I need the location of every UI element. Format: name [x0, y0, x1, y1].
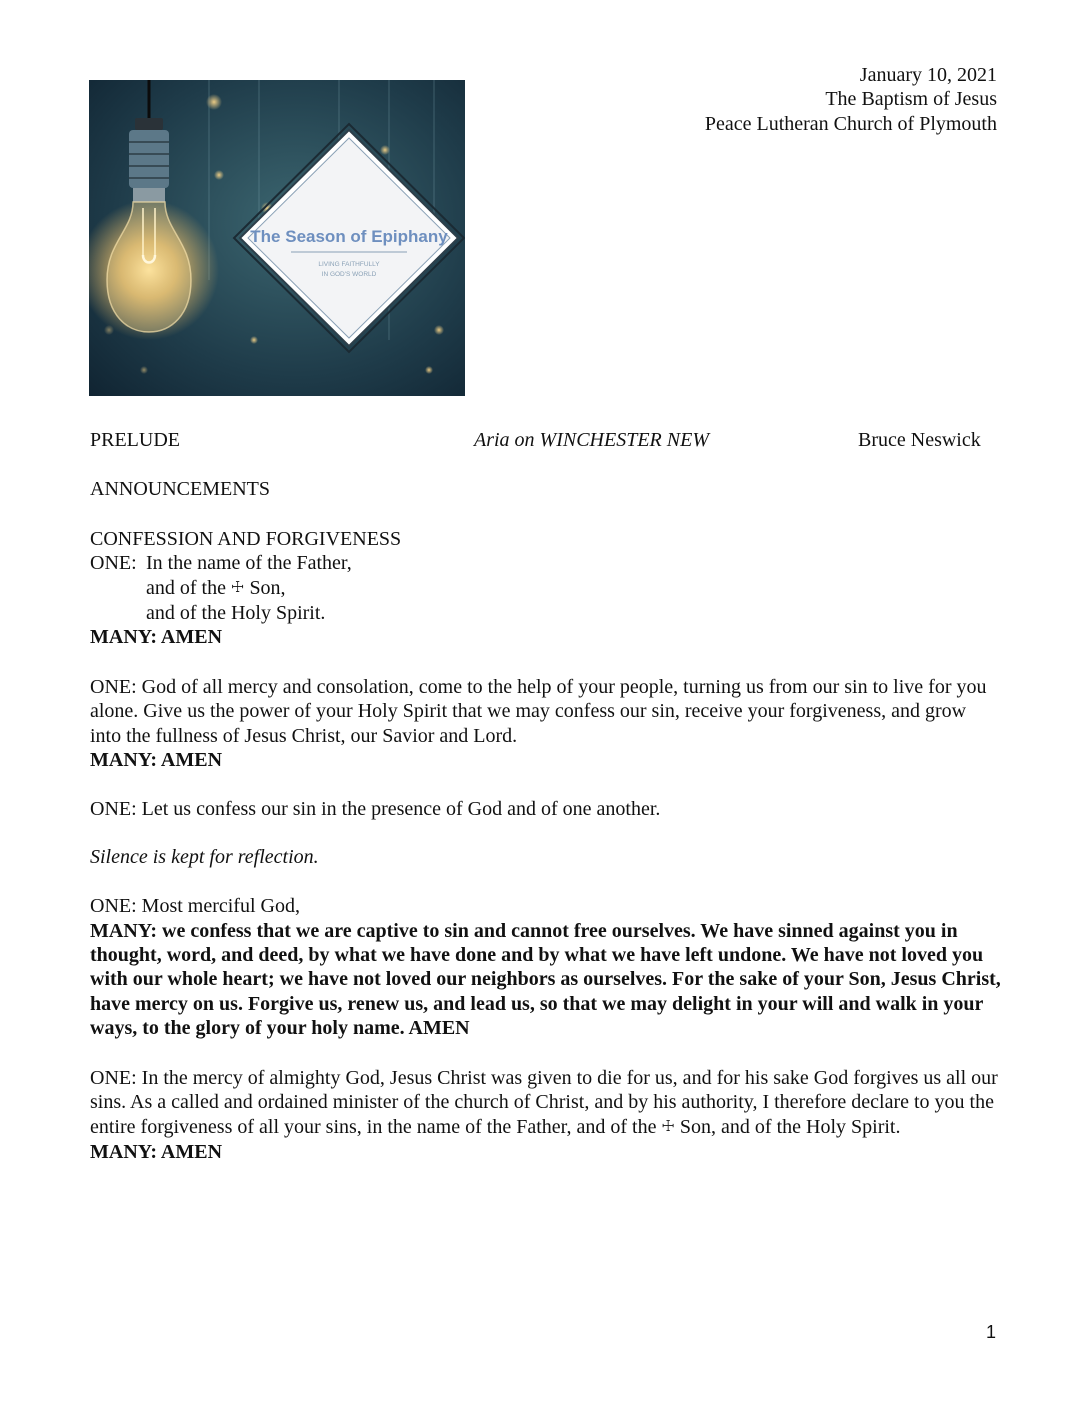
invocation-line-2 — [90, 576, 1002, 601]
prelude-row — [90, 428, 1002, 452]
invocation-text-2a: and of the — [146, 576, 226, 599]
invocation-text-1: In the name of the Father, — [146, 552, 352, 575]
epiphany-season-graphic — [89, 80, 465, 396]
response-amen-3: MANY: AMEN — [90, 1140, 223, 1163]
silence-rubric: Silence is kept for reflection. — [90, 845, 319, 868]
confession-intro: ONE: Most merciful God, — [90, 895, 300, 918]
hero-subtitle-line1: LIVING FAITHFULLY — [318, 261, 380, 268]
page-number: 1 — [985, 1322, 996, 1342]
cross-icon: ☩ — [661, 1116, 675, 1135]
absolution-text-b: Son, and of the Holy Spirit. — [679, 1115, 901, 1138]
confession-prayer: MANY: we confess that we are captive to sin and cannot free ourselves. We have sinned against you in thought, word, and deed, by what we have done and by what we have left undone. We have not loved you with our whole heart; we have not loved our neighbors as ourselves. For the sake of your Son, Jesus Christ, have mercy on us. Forgive us, renew us, and lead us, so that we may delight in your will and walk in your ways, to the glory of your holy name. AMEN — [90, 919, 1001, 1040]
response-amen-2: MANY: AMEN — [90, 749, 223, 772]
announcements-heading: ANNOUNCEMENTS — [90, 478, 270, 501]
church-name: Peace Lutheran Church of Plymouth — [704, 112, 997, 135]
invocation-line-1 — [90, 551, 1002, 575]
one-prefix: ONE: — [90, 552, 137, 575]
opening-prayer: ONE: God of all mercy and consolation, come to the help of your people, turning us from our sin to live for you alone. Give us the power of your Holy Spirit that we may confess our sin, receive your forgiveness, and grow into the fullness of Jesus Christ, our Savior and Lord. — [90, 675, 987, 747]
call-to-confession: ONE: Let us confess our sin in the presence of God and of one another. — [90, 798, 661, 821]
service-date: January 10, 2021 — [859, 64, 997, 86]
invocation-text-2b: Son, — [249, 576, 286, 599]
absolution — [90, 1066, 1002, 1140]
service-occasion: The Baptism of Jesus — [825, 88, 997, 111]
cross-icon: ☩ — [230, 577, 245, 596]
bulletin-header — [705, 63, 997, 136]
response-amen-1: MANY: AMEN — [90, 626, 223, 649]
prelude-composer: Bruce Neswick — [858, 429, 981, 451]
confession-heading: CONFESSION AND FORGIVENESS — [90, 527, 402, 550]
hero-subtitle-line2: IN GOD'S WORLD — [321, 271, 377, 278]
prelude-label: PRELUDE — [90, 429, 180, 451]
bulletin-body — [90, 428, 1002, 1164]
invocation-line-3: and of the Holy Spirit. — [146, 602, 326, 624]
absolution-text-a: ONE: In the mercy of almighty God, Jesus Christ was given to die for us, and for his sake God forgives us all our sins. As a called and ordained minister of the church of Christ, and by his authority, I therefore declare to you the entire forgiveness of all your sins, in the name of the Father, and of the — [90, 1066, 998, 1138]
hero-title: The Season of Epiphany — [250, 227, 448, 246]
prelude-title: Aria on WINCHESTER NEW — [474, 429, 709, 451]
